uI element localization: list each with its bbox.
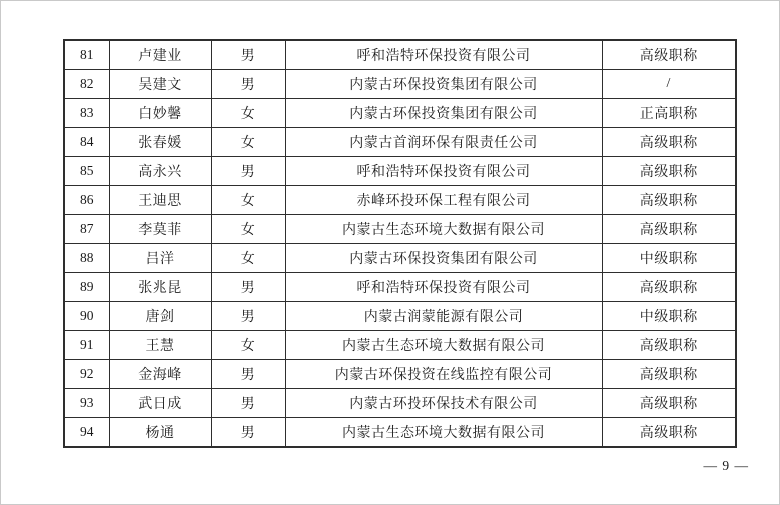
cell-no: 85: [64, 157, 109, 186]
cell-no: 86: [64, 186, 109, 215]
table-row: [64, 157, 736, 186]
table-row: [64, 244, 736, 273]
cell-company: 内蒙古环保投资集团有限公司: [285, 70, 602, 99]
cell-gender: 男: [211, 157, 285, 186]
cell-no: 94: [64, 418, 109, 448]
cell-name: 唐剑: [109, 302, 211, 331]
cell-name: 卢建业: [109, 40, 211, 70]
cell-company: 内蒙古环保投资集团有限公司: [285, 99, 602, 128]
cell-title: 高级职称: [602, 331, 736, 360]
personnel-roster-body: [64, 40, 736, 447]
cell-gender: 男: [211, 360, 285, 389]
cell-gender: 女: [211, 99, 285, 128]
cell-title: 高级职称: [602, 389, 736, 418]
cell-no: 88: [64, 244, 109, 273]
cell-name: 杨通: [109, 418, 211, 448]
table-row: [64, 40, 736, 70]
table-row: [64, 215, 736, 244]
cell-company: 呼和浩特环保投资有限公司: [285, 40, 602, 70]
cell-name: 吕洋: [109, 244, 211, 273]
table-row: [64, 418, 736, 448]
cell-gender: 男: [211, 418, 285, 448]
cell-no: 83: [64, 99, 109, 128]
cell-gender: 男: [211, 40, 285, 70]
cell-name: 王迪思: [109, 186, 211, 215]
cell-company: 内蒙古首润环保有限责任公司: [285, 128, 602, 157]
cell-title: 高级职称: [602, 273, 736, 302]
cell-gender: 女: [211, 244, 285, 273]
cell-title: 高级职称: [602, 215, 736, 244]
cell-company: 赤峰环投环保工程有限公司: [285, 186, 602, 215]
cell-company: 呼和浩特环保投资有限公司: [285, 273, 602, 302]
table-row: [64, 99, 736, 128]
table-row: [64, 128, 736, 157]
cell-gender: 女: [211, 128, 285, 157]
cell-title: 高级职称: [602, 157, 736, 186]
cell-company: 内蒙古生态环境大数据有限公司: [285, 331, 602, 360]
cell-company: 呼和浩特环保投资有限公司: [285, 157, 602, 186]
cell-name: 吴建文: [109, 70, 211, 99]
cell-company: 内蒙古环保投资集团有限公司: [285, 244, 602, 273]
cell-name: 张兆昆: [109, 273, 211, 302]
cell-no: 91: [64, 331, 109, 360]
cell-no: 90: [64, 302, 109, 331]
cell-no: 93: [64, 389, 109, 418]
table-row: [64, 360, 736, 389]
cell-no: 82: [64, 70, 109, 99]
cell-gender: 女: [211, 215, 285, 244]
table-row: [64, 186, 736, 215]
cell-title: 高级职称: [602, 186, 736, 215]
cell-name: 高永兴: [109, 157, 211, 186]
table-row: [64, 302, 736, 331]
cell-name: 金海峰: [109, 360, 211, 389]
cell-gender: 男: [211, 302, 285, 331]
cell-title: 中级职称: [602, 302, 736, 331]
cell-gender: 男: [211, 70, 285, 99]
cell-gender: 女: [211, 186, 285, 215]
cell-title: 高级职称: [602, 40, 736, 70]
cell-gender: 男: [211, 389, 285, 418]
cell-gender: 女: [211, 331, 285, 360]
cell-no: 92: [64, 360, 109, 389]
cell-name: 武日成: [109, 389, 211, 418]
cell-company: 内蒙古生态环境大数据有限公司: [285, 418, 602, 448]
cell-no: 81: [64, 40, 109, 70]
cell-company: 内蒙古润蒙能源有限公司: [285, 302, 602, 331]
page-number: — 9 —: [703, 458, 749, 473]
cell-title: 正高职称: [602, 99, 736, 128]
cell-name: 王慧: [109, 331, 211, 360]
cell-no: 87: [64, 215, 109, 244]
cell-title: 高级职称: [602, 128, 736, 157]
cell-name: 白妙馨: [109, 99, 211, 128]
cell-title: 高级职称: [602, 418, 736, 448]
table-row: [64, 331, 736, 360]
cell-no: 84: [64, 128, 109, 157]
cell-no: 89: [64, 273, 109, 302]
cell-company: 内蒙古环保投资在线监控有限公司: [285, 360, 602, 389]
cell-title: 中级职称: [602, 244, 736, 273]
cell-name: 李莫菲: [109, 215, 211, 244]
cell-name: 张春媛: [109, 128, 211, 157]
cell-company: 内蒙古生态环境大数据有限公司: [285, 215, 602, 244]
table-row: [64, 70, 736, 99]
cell-title: 高级职称: [602, 360, 736, 389]
personnel-roster-table: [63, 39, 737, 448]
table-row: [64, 273, 736, 302]
cell-gender: 男: [211, 273, 285, 302]
cell-title: /: [602, 70, 736, 99]
table-row: [64, 389, 736, 418]
cell-company: 内蒙古环投环保技术有限公司: [285, 389, 602, 418]
